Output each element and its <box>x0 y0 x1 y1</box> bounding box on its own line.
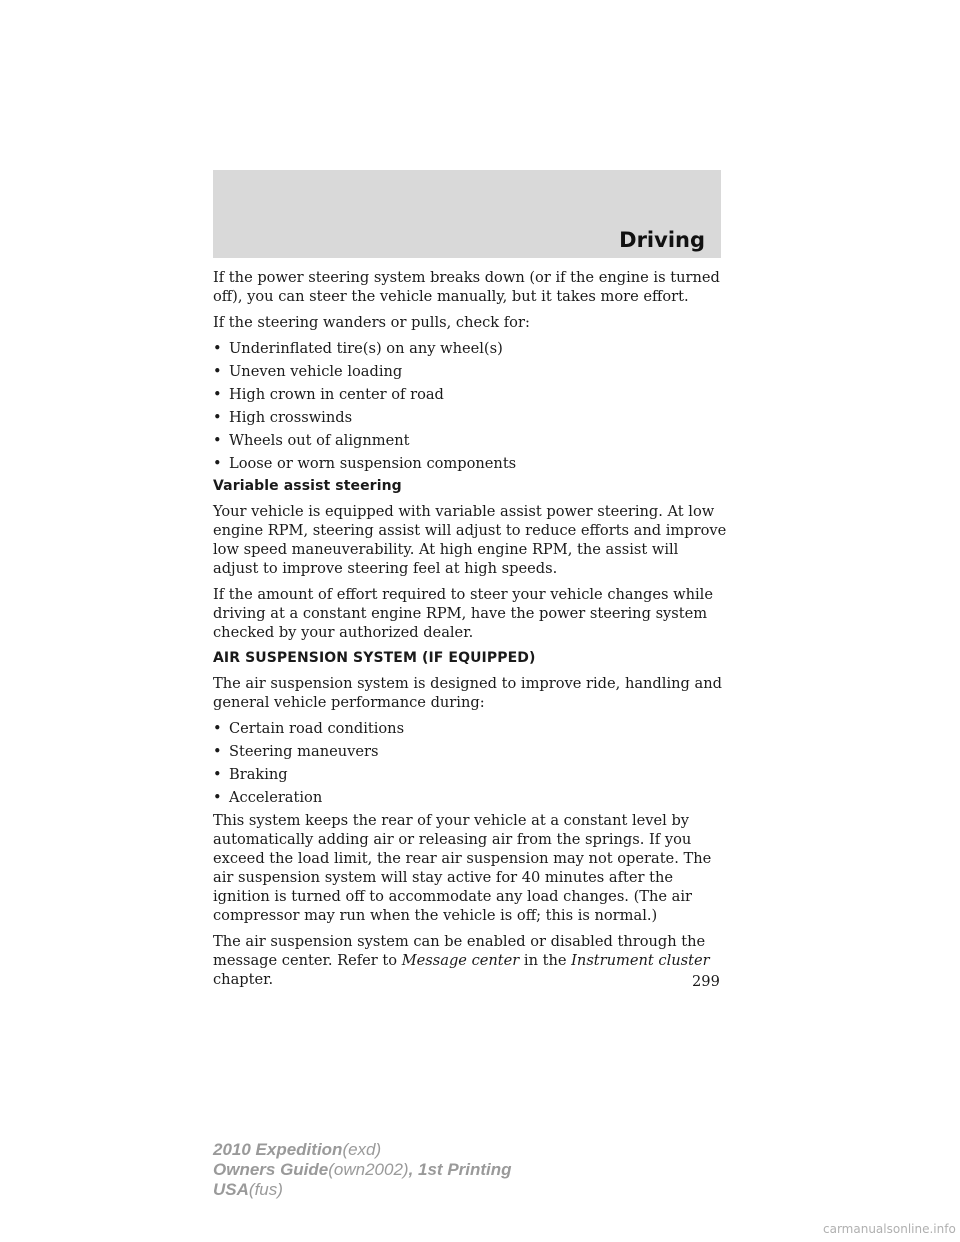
footer-line-3 <box>213 1180 512 1200</box>
bullet-icon: • <box>213 432 222 449</box>
footer-market: USA <box>213 1180 249 1199</box>
footer-model: 2010 Expedition <box>213 1140 343 1159</box>
bullet-icon: • <box>213 340 222 357</box>
variable-assist-paragraph-1: Your vehicle is equipped with variable assist power steering. At low engine RPM, steering assist will adjust to reduce efforts and improve low speed maneuverability. At high engine RPM, the assist will adjust to improve steering feel at high speeds. <box>213 503 727 577</box>
list-item <box>213 339 728 358</box>
list-item-text: Loose or worn suspension components <box>229 455 517 472</box>
footer-guide: Owners Guide <box>213 1160 329 1179</box>
message-center-reference: Message center <box>401 952 520 969</box>
bullet-icon: • <box>213 743 222 760</box>
list-item-text: Certain road conditions <box>229 720 405 737</box>
air-suspension-paragraph: This system keeps the rear of your vehicle at a constant level by automatically adding air or releasing air from the springs. If you exceed the load limit, the rear air suspension may not operate. The air suspension system will stay active for 40 minutes after the ignition is turned off to accommodate any load changes. (The air compressor may run when the vehicle is off; this is normal.) <box>213 812 712 924</box>
section-header-band <box>213 170 721 258</box>
bullet-icon: • <box>213 386 222 403</box>
list-item <box>213 788 728 807</box>
bullet-icon: • <box>213 789 222 806</box>
final-text-3: chapter. <box>213 971 274 988</box>
bullet-icon: • <box>213 409 222 426</box>
list-item-text: High crosswinds <box>229 409 353 426</box>
final-paragraph <box>213 932 728 989</box>
list-item <box>213 385 728 404</box>
footer-market-code: (fus) <box>248 1180 283 1199</box>
list-item <box>213 719 728 738</box>
footer-printing: , 1st Printing <box>408 1160 512 1179</box>
list-item-text: Braking <box>229 766 288 783</box>
steering-check-list <box>213 339 728 473</box>
intro-paragraph: If the power steering system breaks down (or if the engine is turned off), you can steer the vehicle manually, but it takes more effort. <box>213 269 720 305</box>
list-item-text: High crown in center of road <box>229 386 444 403</box>
section-title: Driving <box>619 228 705 252</box>
list-item <box>213 431 728 450</box>
final-text-2: in the <box>519 952 572 969</box>
footer-guide-code: (own2002) <box>328 1160 409 1179</box>
check-paragraph: If the steering wanders or pulls, check for: <box>213 314 530 331</box>
list-item-text: Underinflated tire(s) on any wheel(s) <box>229 340 503 357</box>
bullet-icon: • <box>213 766 222 783</box>
list-item-text: Acceleration <box>229 789 323 806</box>
list-item <box>213 765 728 784</box>
air-suspension-intro: The air suspension system is designed to improve ride, handling and general vehicle performance during: <box>213 675 722 711</box>
air-suspension-heading: AIR SUSPENSION SYSTEM (IF EQUIPPED) <box>213 650 536 666</box>
list-item <box>213 742 728 761</box>
footer-model-code: (exd) <box>342 1140 382 1159</box>
variable-assist-paragraph-2: If the amount of effort required to steer your vehicle changes while driving at a constant engine RPM, have the power steering system checked by your authorized dealer. <box>213 586 713 641</box>
list-item <box>213 408 728 427</box>
print-footer <box>213 1140 512 1200</box>
variable-assist-heading: Variable assist steering <box>213 478 402 494</box>
bullet-icon: • <box>213 720 222 737</box>
bullet-icon: • <box>213 363 222 380</box>
final-text-1: The air suspension system can be enabled or disabled through the message center. Refer to <box>213 933 706 969</box>
instrument-cluster-reference: Instrument cluster <box>571 952 710 969</box>
list-item <box>213 362 728 381</box>
watermark-link[interactable]: carmanualsonline.info <box>823 1222 956 1236</box>
list-item <box>213 454 728 473</box>
air-suspension-list <box>213 719 728 807</box>
list-item-text: Uneven vehicle loading <box>229 363 403 380</box>
footer-line-2 <box>213 1160 512 1180</box>
bullet-icon: • <box>213 455 222 472</box>
list-item-text: Steering maneuvers <box>229 743 379 760</box>
footer-line-1 <box>213 1140 512 1160</box>
list-item-text: Wheels out of alignment <box>229 432 410 449</box>
page-content <box>213 268 728 996</box>
page-number: 299 <box>692 973 720 990</box>
